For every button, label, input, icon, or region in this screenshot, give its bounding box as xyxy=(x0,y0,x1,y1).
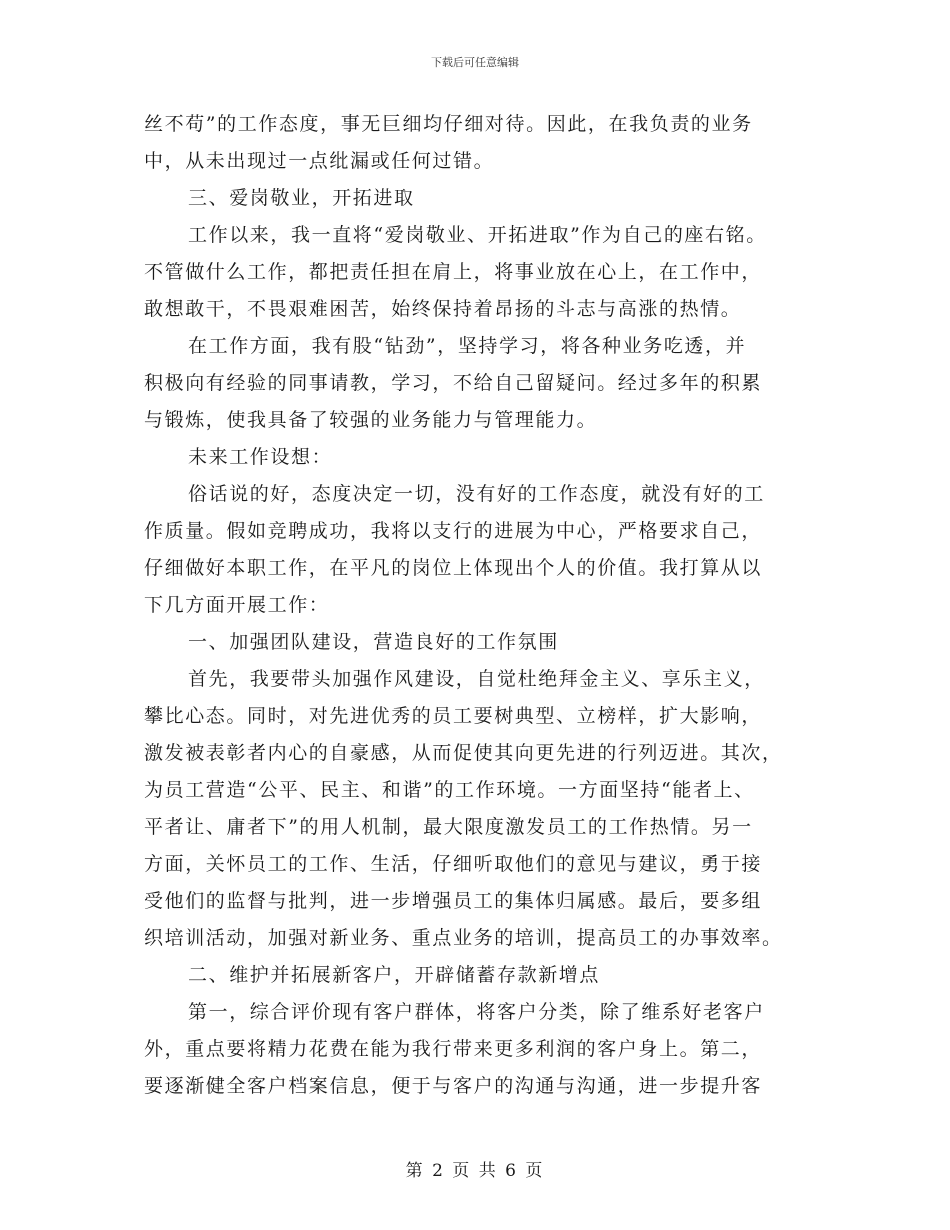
text-line: 平者让、庸者下”的用人机制，最大限度激发员工的工作热情。另一 xyxy=(144,816,753,838)
text-line: 方面，关怀员工的工作、生活，仔细听取他们的意见与建议，勇于接 xyxy=(144,853,763,875)
text-line: 积极向有经验的同事请教，学习，不给自己留疑问。经过多年的积累 xyxy=(144,372,763,394)
section-heading: 未来工作设想： xyxy=(188,446,333,468)
text-line: 要逐渐健全客户档案信息，便于与客户的沟通与沟通，进一步提升客 xyxy=(144,1075,763,1097)
text-line: 为员工营造“公平、民主、和谐”的工作环境。一方面坚持“能者上、 xyxy=(144,779,755,801)
text-line: 敢想敢干，不畏艰难困苦，始终保持着昂扬的斗志与高涨的热情。 xyxy=(144,298,742,320)
text-line: 作质量。假如竞聘成功，我将以支行的进展为中心，严格要求自己， xyxy=(144,520,763,542)
text-line: 在工作方面，我有股“钻劲”，坚持学习，将各种业务吃透，并 xyxy=(188,335,747,357)
text-line: 与锻炼，使我具备了较强的业务能力与管理能力。 xyxy=(144,409,598,431)
text-line: 织培训活动，加强对新业务、重点业务的培训，提高员工的办事效率。 xyxy=(144,927,783,949)
text-line: 丝不苟”的工作态度，事无巨细均仔细对待。因此，在我负责的业务 xyxy=(144,113,753,135)
page-header: 下载后可任意编辑 xyxy=(431,56,519,69)
text-line: 外，重点要将精力花费在能为我行带来更多利润的客户身上。第二， xyxy=(144,1038,763,1060)
text-line: 下几方面开展工作： xyxy=(144,594,330,616)
text-line: 第一，综合评价现有客户群体，将客户分类，除了维系好老客户 xyxy=(188,1001,765,1023)
text-line: 俗话说的好，态度决定一切，没有好的工作态度，就没有好的工 xyxy=(188,483,765,505)
section-heading: 二、维护并拓展新客户，开辟储蓄存款新增点 xyxy=(188,964,601,986)
text-line: 攀比心态。同时，对先进优秀的员工要树典型、立榜样，扩大影响， xyxy=(144,705,763,727)
text-line: 首先，我要带头加强作风建设，自觉杜绝拜金主义、享乐主义， xyxy=(188,668,765,690)
document-body xyxy=(144,106,809,1105)
page-number: 第 2 页 共 6 页 xyxy=(405,1161,545,1181)
section-heading: 一、加强团队建设，营造良好的工作氛围 xyxy=(188,631,559,653)
text-line: 不管做什么工作，都把责任担在肩上，将事业放在心上，在工作中， xyxy=(144,261,763,283)
text-line: 仔细做好本职工作，在平凡的岗位上体现出个人的价值。我打算从以 xyxy=(144,557,763,579)
text-line: 受他们的监督与批判，进一步增强员工的集体归属感。最后，要多组 xyxy=(144,890,763,912)
text-line: 激发被表彰者内心的自豪感，从而促使其向更先进的行列迈进。其次， xyxy=(144,742,783,764)
text-line: 工作以来，我一直将“爱岗敬业、开拓进取”作为自己的座右铭。 xyxy=(188,224,767,246)
section-heading: 三、爱岗敬业，开拓进取 xyxy=(188,187,415,209)
text-line: 中，从未出现过一点纰漏或任何过错。 xyxy=(144,150,495,172)
